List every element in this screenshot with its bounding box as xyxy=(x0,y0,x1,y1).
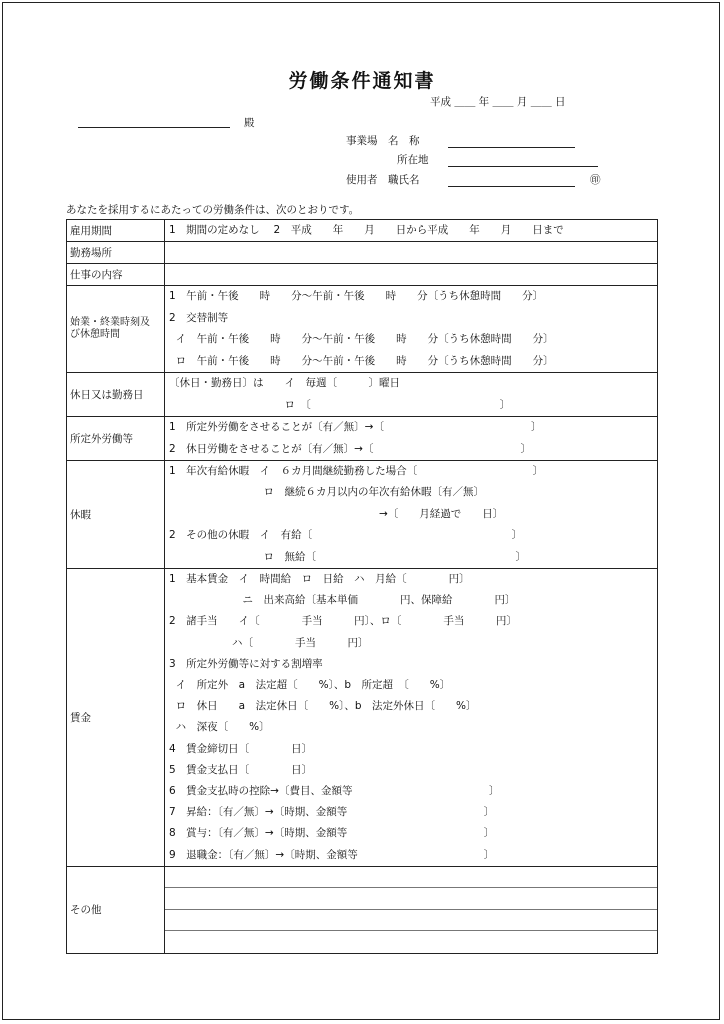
content-line: 5 賃金支払日〔 日〕 xyxy=(169,763,313,776)
place-name-field[interactable] xyxy=(448,147,575,148)
blank-line[interactable] xyxy=(165,888,657,910)
place-name-label: 事業場 名 称 xyxy=(346,135,420,147)
addressee-suffix: 殿 xyxy=(244,117,255,129)
content-line: 9 退職金：〔有／無〕→〔時期、金額等 〕 xyxy=(169,848,495,861)
content-line: ロ 〔 〕 xyxy=(169,398,511,411)
blank-line[interactable] xyxy=(165,867,657,889)
label-working-hours: 始業・終業時刻及び休憩時間 xyxy=(67,286,165,373)
content-line: ロ 無給〔 〕 xyxy=(169,550,526,563)
row-holidays xyxy=(67,373,658,417)
content-line: 2 諸手当 イ〔 手当 円〕、ロ〔 手当 円〕 xyxy=(169,615,517,628)
label-employment-period: 雇用期間 xyxy=(67,220,165,242)
row-job-content xyxy=(67,264,658,286)
content-line: イ 所定外 a 法定超〔 %〕、b 所定超 〔 %〕 xyxy=(169,678,451,691)
row-working-hours xyxy=(67,286,658,373)
content-line: 1 午前・午後 時 分～午前・午後 時 分〔うち休憩時間 分〕 xyxy=(169,290,544,302)
label-holidays: 休日又は勤務日 xyxy=(67,373,165,417)
content-work-place xyxy=(165,242,658,264)
employer-name-field[interactable] xyxy=(448,186,575,187)
content-line: 2 その他の休暇 イ 有給〔 〕 xyxy=(169,529,523,542)
content-line: 2 交替制等 xyxy=(169,311,229,324)
row-work-place xyxy=(67,242,658,264)
content-job-content xyxy=(165,264,658,286)
address-label: 所在地 xyxy=(397,154,429,166)
content-line: イ 午前・午後 時 分～午前・午後 時 分〔うち休憩時間 分〕 xyxy=(169,333,554,345)
content-line xyxy=(165,264,657,285)
addressee-field[interactable] xyxy=(78,127,230,128)
content-line: 8 賞与：〔有／無〕→〔時期、金額等 〕 xyxy=(169,827,495,840)
content-line: ロ 午前・午後 時 分～午前・午後 時 分〔うち休憩時間 分〕 xyxy=(169,354,554,367)
content-other xyxy=(165,866,658,953)
row-overtime xyxy=(67,417,658,461)
content-line: ニ 出来高給〔基本単価 円、保障給 円〕 xyxy=(169,594,516,607)
conditions-table xyxy=(66,219,658,954)
content-line: 〔休日・勤務日〕は イ 毎週〔 〕曜日 xyxy=(169,377,400,389)
label-leave: 休暇 xyxy=(67,461,165,569)
content-line: 2 休日労働をさせることが〔有／無〕→〔 〕 xyxy=(169,442,531,455)
blank-line[interactable] xyxy=(165,910,657,932)
content-line: 1 期間の定めなし 2 平成 年 月 日から平成 年 月 日まで xyxy=(169,224,564,236)
content-line: ハ 深夜〔 %〕 xyxy=(169,721,270,734)
content-leave xyxy=(165,461,658,569)
label-other: その他 xyxy=(67,866,165,953)
date-line: 平成 ＿＿ 年 ＿＿ 月 ＿＿ 日 xyxy=(430,96,566,108)
content-line: ハ〔 手当 円〕 xyxy=(169,636,369,649)
content-line: 1 所定外労働をさせることが〔有／無〕→〔 〕 xyxy=(169,421,542,433)
content-line: 1 年次有給休暇 イ ６カ月間継続勤務した場合〔 〕 xyxy=(169,465,544,477)
content-line: 4 賃金締切日〔 日〕 xyxy=(169,742,313,755)
seal-mark: ㊞ xyxy=(590,174,601,186)
label-overtime: 所定外労働等 xyxy=(67,417,165,461)
content-employment-period xyxy=(165,220,658,242)
row-leave xyxy=(67,461,658,569)
content-line: 7 昇給：〔有／無〕→〔時期、金額等 〕 xyxy=(169,806,495,819)
document-title: 労働条件通知書 xyxy=(288,70,436,92)
content-line: ロ 休日 a 法定休日〔 %〕、b 法定外休日〔 %〕 xyxy=(169,700,477,713)
row-other xyxy=(67,866,658,953)
label-work-place: 勤務場所 xyxy=(67,242,165,264)
row-wages xyxy=(67,568,658,866)
content-holidays xyxy=(165,373,658,417)
content-line: →〔 月経過で 日〕 xyxy=(169,507,504,520)
content-line xyxy=(165,242,657,263)
content-line: 3 所定外労働等に対する割増率 xyxy=(169,657,323,670)
content-overtime xyxy=(165,417,658,461)
content-line: 6 賃金支払時の控除→〔費目、金額等 〕 xyxy=(169,784,500,797)
address-field[interactable] xyxy=(448,166,598,167)
label-job-content: 仕事の内容 xyxy=(67,264,165,286)
blank-line[interactable] xyxy=(165,931,657,953)
intro-text: あなたを採用するにあたっての労働条件は、次のとおりです。 xyxy=(66,204,360,216)
label-wages: 賃金 xyxy=(67,568,165,866)
employer-name-label: 使用者 職氏名 xyxy=(346,174,420,186)
row-employment-period xyxy=(67,220,658,242)
content-working-hours xyxy=(165,286,658,373)
content-line: ロ 継続６カ月以内の年次有給休暇〔有／無〕 xyxy=(169,486,484,499)
content-line: 1 基本賃金 イ 時間給 ロ 日給 ハ 月給〔 円〕 xyxy=(169,572,470,585)
content-wages xyxy=(165,568,658,866)
